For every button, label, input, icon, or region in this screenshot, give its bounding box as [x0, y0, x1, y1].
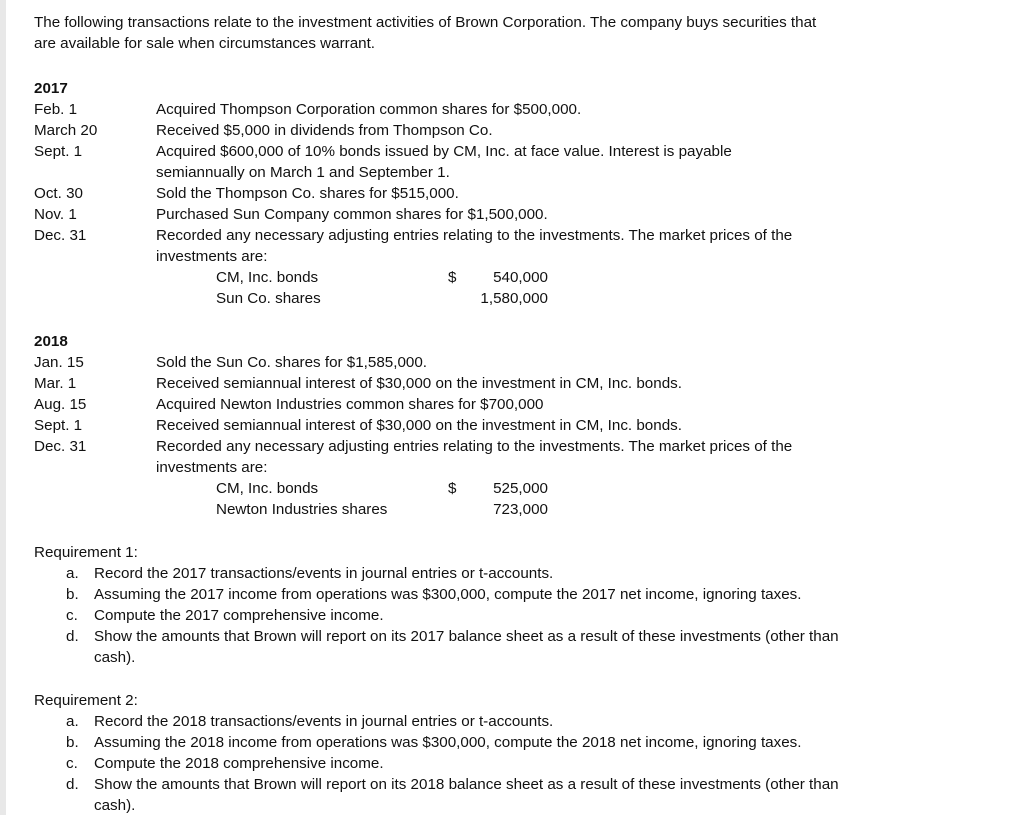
item-letter: c.	[66, 755, 78, 772]
item-letter: a.	[66, 565, 79, 582]
requirement-2-list	[34, 711, 1014, 816]
entry-row	[34, 415, 1014, 436]
item-text: Assuming the 2017 income from operations was $300,000, compute the 2017 net income, ignoring taxes.	[94, 586, 802, 603]
price-item-name: CM, Inc. bonds	[216, 269, 319, 286]
requirement-1-list	[34, 563, 1014, 668]
entry-row	[34, 204, 1014, 225]
price-row	[216, 267, 1014, 288]
item-letter: b.	[66, 734, 79, 751]
entry-text-line-2: investments are:	[156, 248, 268, 265]
entry-date: Nov. 1	[34, 206, 77, 223]
entry-text: Purchased Sun Company common shares for $1,500,000.	[156, 206, 548, 223]
price-value	[448, 288, 548, 309]
list-item	[66, 732, 1014, 753]
entry-row	[34, 120, 1014, 141]
entry-text: Received $5,000 in dividends from Thompson Co.	[156, 122, 493, 139]
entry-text	[156, 141, 1014, 183]
item-text: Compute the 2018 comprehensive income.	[94, 755, 384, 772]
list-item	[66, 753, 1014, 774]
entry-row	[34, 373, 1014, 394]
requirement-2	[34, 690, 1014, 816]
price-amount: 540,000	[493, 269, 548, 286]
price-item-name: Newton Industries shares	[216, 501, 388, 518]
entry-text-line-1: Recorded any necessary adjusting entries relating to the investments. The market prices of the	[156, 438, 793, 455]
entry-date: Aug. 15	[34, 396, 87, 413]
item-letter: a.	[66, 713, 79, 730]
list-item	[66, 605, 1014, 626]
entry-date: Oct. 30	[34, 185, 83, 202]
year-heading-2017: 2017	[34, 80, 68, 97]
price-row	[216, 499, 1014, 520]
item-text: Record the 2018 transactions/events in journal entries or t-accounts.	[94, 713, 554, 730]
list-item	[66, 584, 1014, 605]
list-item	[66, 563, 1014, 584]
entry-date: Mar. 1	[34, 375, 77, 392]
entry-text-line-2: semiannually on March 1 and September 1.	[156, 164, 450, 181]
item-letter: d.	[66, 628, 79, 645]
price-row	[216, 478, 1014, 499]
entry-row	[34, 141, 1014, 183]
entry-text: Sold the Sun Co. shares for $1,585,000.	[156, 354, 428, 371]
list-item	[66, 711, 1014, 732]
entry-date: Sept. 1	[34, 143, 83, 160]
list-item	[66, 626, 1014, 668]
list-item	[66, 774, 1014, 816]
requirement-1-title: Requirement 1:	[34, 544, 138, 561]
currency-sign: $	[448, 269, 457, 286]
entry-date: Jan. 15	[34, 354, 84, 371]
item-text	[94, 774, 1014, 816]
entry-row	[34, 394, 1014, 415]
currency-sign: $	[448, 480, 457, 497]
intro-line-1: The following transactions relate to the investment activities of Brown Corporation. The company buys securities that	[34, 14, 817, 31]
entry-text: Sold the Thompson Co. shares for $515,000.	[156, 185, 459, 202]
entry-row	[34, 225, 1014, 309]
price-value	[448, 267, 548, 288]
entry-text	[156, 225, 1014, 309]
requirement-2-title: Requirement 2:	[34, 692, 138, 709]
price-item-name: CM, Inc. bonds	[216, 480, 319, 497]
price-item-name: Sun Co. shares	[216, 290, 321, 307]
entry-text	[156, 436, 1014, 520]
entry-date: Feb. 1	[34, 101, 78, 118]
section-2017	[34, 78, 1014, 309]
entry-text: Acquired Newton Industries common shares for $700,000	[156, 396, 544, 413]
intro-line-2: are available for sale when circumstances warrant.	[34, 35, 376, 52]
entry-text-line-1: Recorded any necessary adjusting entries relating to the investments. The market prices of the	[156, 227, 793, 244]
entry-row	[34, 352, 1014, 373]
market-prices-table	[216, 478, 1014, 520]
price-value	[448, 478, 548, 499]
entry-row	[34, 183, 1014, 204]
item-text-line-2: cash).	[94, 797, 136, 814]
item-letter: c.	[66, 607, 78, 624]
entry-text: Received semiannual interest of $30,000 on the investment in CM, Inc. bonds.	[156, 417, 682, 434]
entry-row	[34, 436, 1014, 520]
price-value	[448, 499, 548, 520]
market-prices-table	[216, 267, 1014, 309]
price-row	[216, 288, 1014, 309]
section-2018	[34, 331, 1014, 520]
requirement-1	[34, 542, 1014, 668]
item-text: Assuming the 2018 income from operations was $300,000, compute the 2018 net income, ignoring taxes.	[94, 734, 802, 751]
entry-date: Dec. 31	[34, 227, 87, 244]
item-text-line-2: cash).	[94, 649, 136, 666]
intro-paragraph	[34, 12, 994, 54]
entry-date: Dec. 31	[34, 438, 87, 455]
entry-text: Received semiannual interest of $30,000 on the investment in CM, Inc. bonds.	[156, 375, 682, 392]
entry-text: Acquired Thompson Corporation common shares for $500,000.	[156, 101, 582, 118]
entry-text-line-1: Acquired $600,000 of 10% bonds issued by CM, Inc. at face value. Interest is payable	[156, 143, 732, 160]
item-text	[94, 626, 1014, 668]
item-text-line-1: Show the amounts that Brown will report on its 2018 balance sheet as a result of these investments (other than	[94, 776, 839, 793]
entry-row	[34, 99, 1014, 120]
item-letter: b.	[66, 586, 79, 603]
price-amount: 525,000	[493, 480, 548, 497]
entry-date: March 20	[34, 122, 98, 139]
entry-text-line-2: investments are:	[156, 459, 268, 476]
entry-date: Sept. 1	[34, 417, 83, 434]
item-text: Record the 2017 transactions/events in journal entries or t-accounts.	[94, 565, 554, 582]
price-amount: 1,580,000	[480, 290, 548, 307]
item-text: Compute the 2017 comprehensive income.	[94, 607, 384, 624]
price-amount: 723,000	[493, 501, 548, 518]
item-text-line-1: Show the amounts that Brown will report on its 2017 balance sheet as a result of these investments (other than	[94, 628, 839, 645]
item-letter: d.	[66, 776, 79, 793]
year-heading-2018: 2018	[34, 333, 68, 350]
